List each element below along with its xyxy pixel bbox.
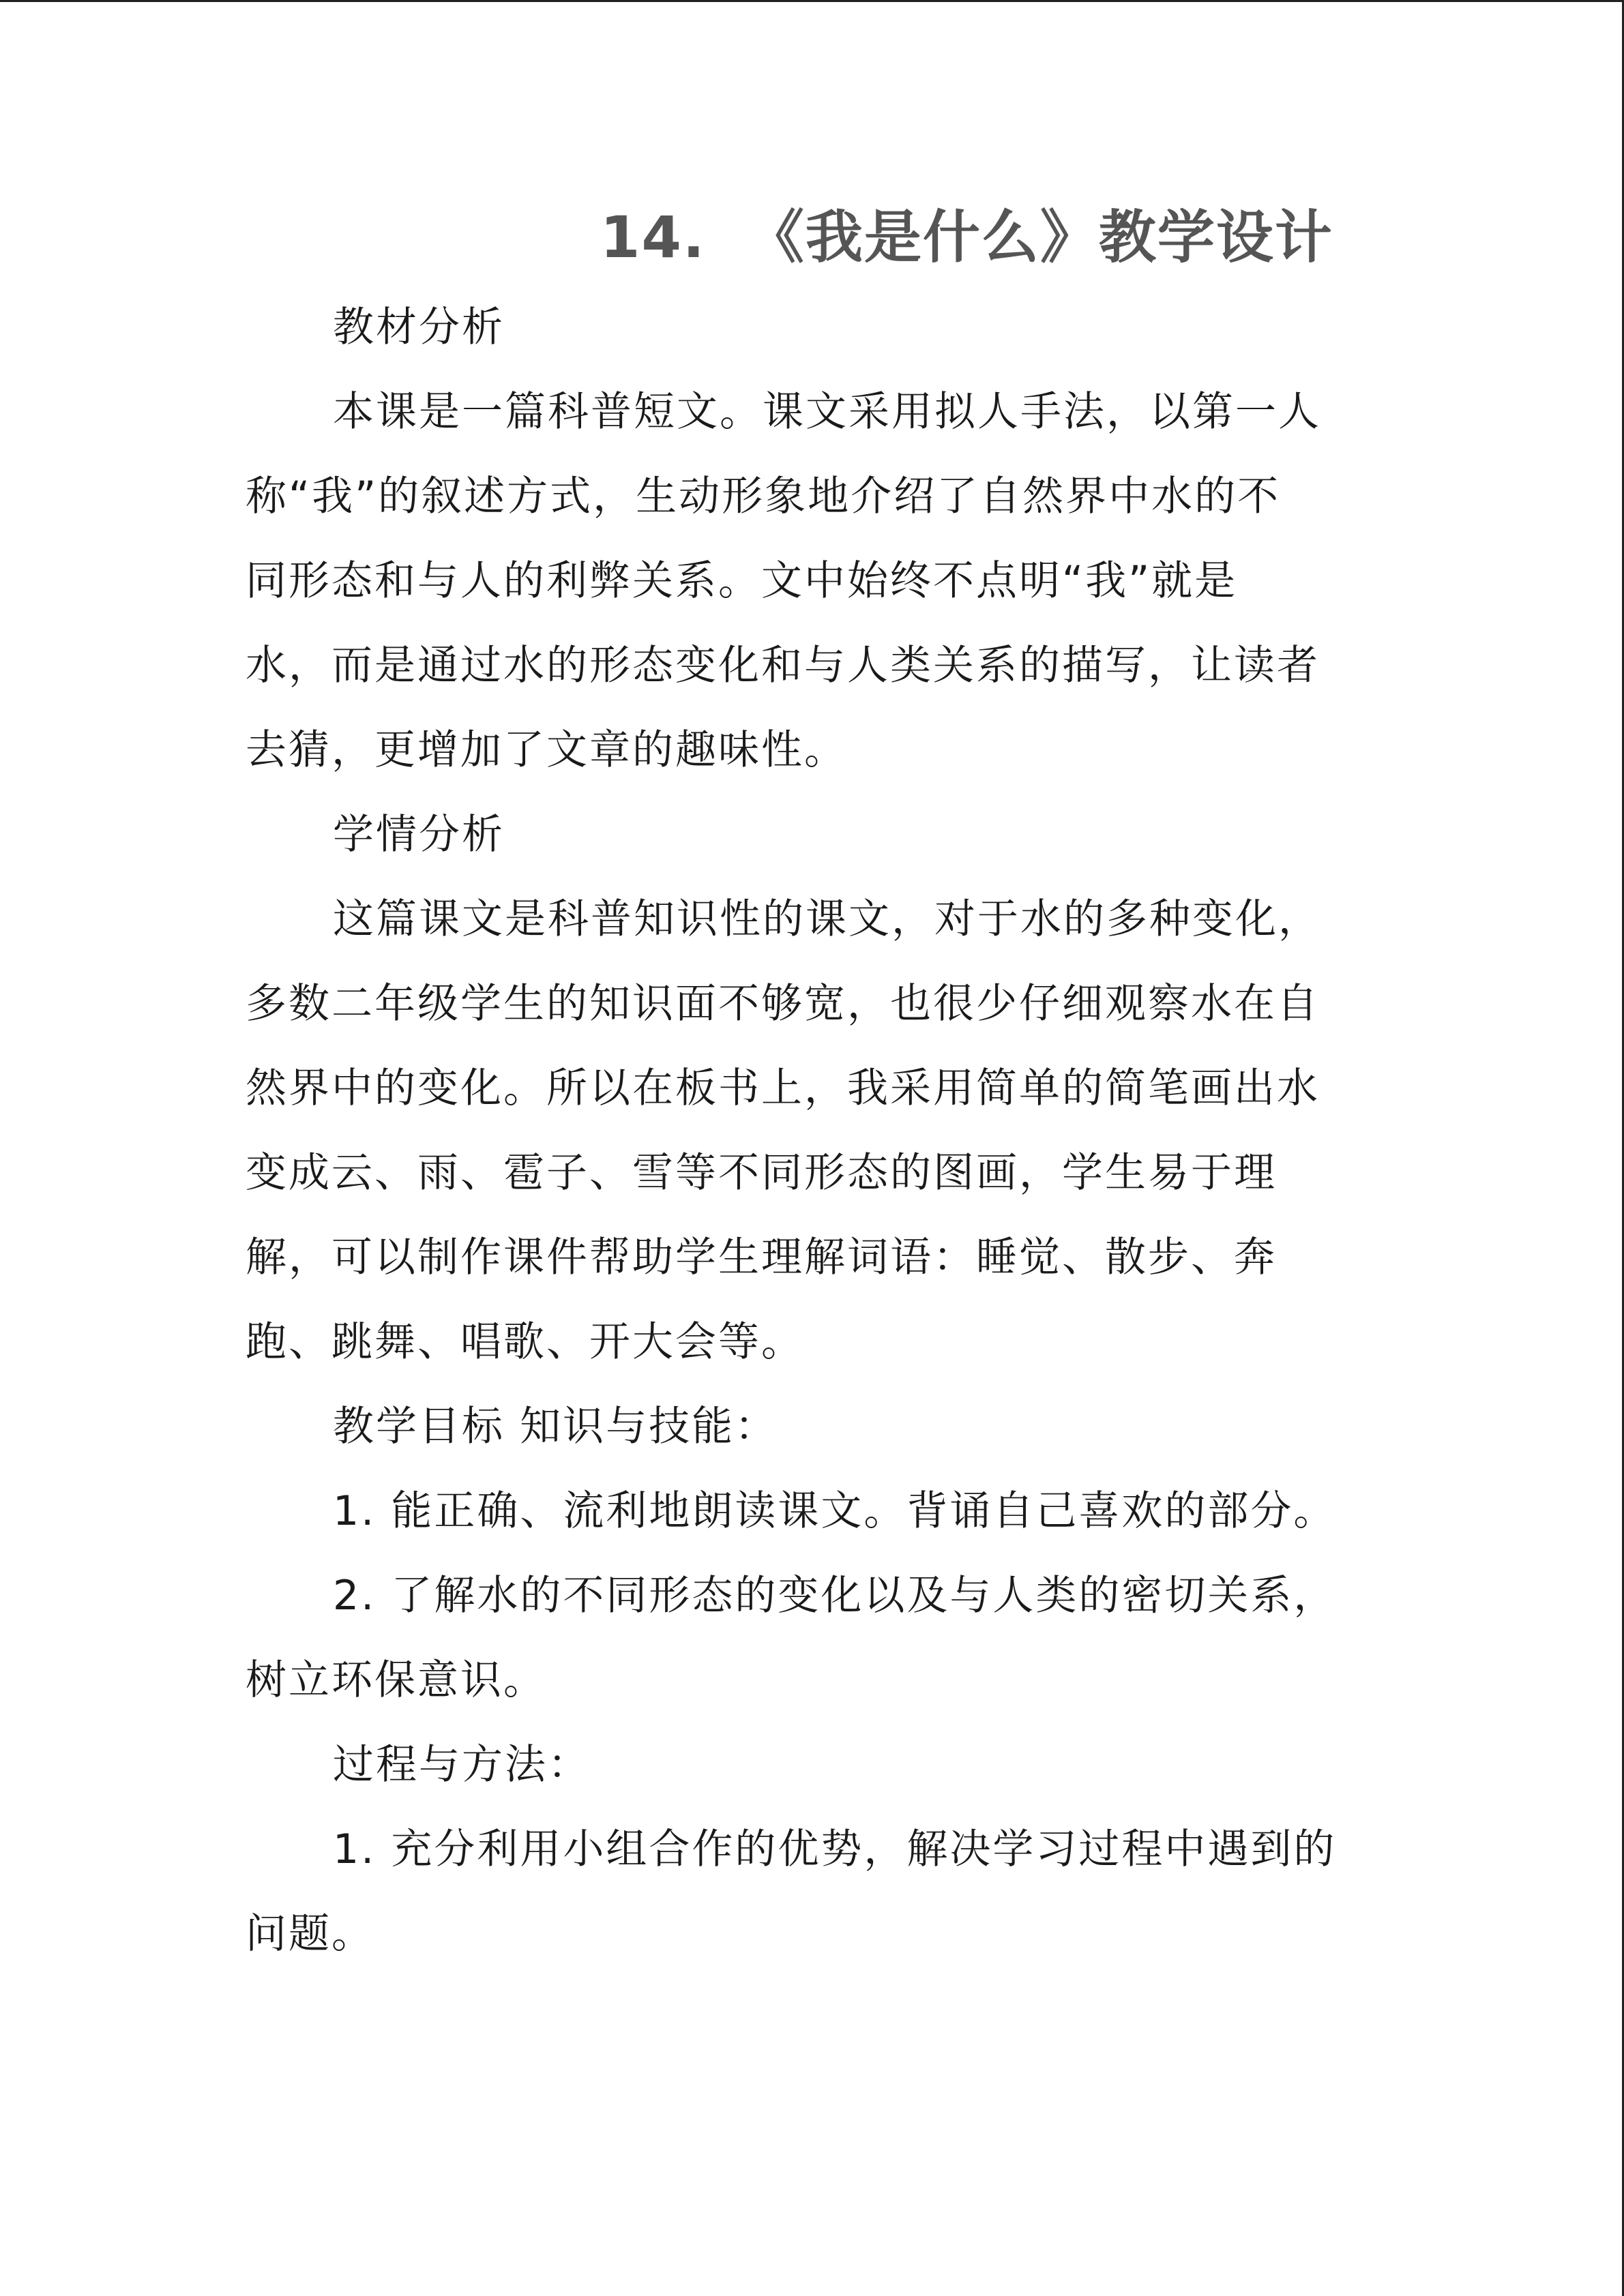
paragraph-line: 解，可以制作课件帮助学生理解词语：睡觉、散步、奔 (246, 1234, 1277, 1281)
heading-teaching-goals: 教学目标 知识与技能： (333, 1403, 778, 1450)
heading-student-analysis: 学情分析 (333, 811, 505, 859)
heading-textbook-analysis: 教材分析 (333, 303, 505, 351)
paragraph-line: 同形态和与人的利弊关系。文中始终不点明“我”就是 (246, 557, 1238, 605)
list-item-continuation: 问题。 (246, 1910, 374, 1958)
title-text: 《我是什么》教学设计 (746, 204, 1333, 271)
document-body (246, 285, 1337, 1976)
list-item: 1. 能正确、流利地朗读课文。背诵自己喜欢的部分。 (333, 1487, 1337, 1535)
paragraph-line: 本课是一篇科普短文。课文采用拟人手法，以第一人 (333, 388, 1321, 436)
paragraph-line: 跑、跳舞、唱歌、开大会等。 (246, 1318, 804, 1366)
document-title (600, 200, 1333, 275)
paragraph-line: 这篇课文是科普知识性的课文，对于水的多种变化， (333, 895, 1321, 943)
paragraph-line: 然界中的变化。所以在板书上，我采用简单的简笔画出水 (246, 1064, 1320, 1112)
list-item-continuation: 树立环保意识。 (246, 1656, 546, 1704)
title-number: 14. (600, 204, 706, 271)
paragraph-line: 称“我”的叙述方式，生动形象地介绍了自然界中水的不 (246, 473, 1281, 520)
paragraph-line: 变成云、雨、雹子、雪等不同形态的图画，学生易于理 (246, 1149, 1277, 1197)
paragraph-line: 多数二年级学生的知识面不够宽，也很少仔细观察水在自 (246, 980, 1320, 1028)
paragraph-line: 水，而是通过水的形态变化和与人类关系的描写，让读者 (246, 642, 1320, 689)
list-item: 2. 了解水的不同形态的变化以及与人类的密切关系， (333, 1572, 1337, 1620)
heading-process-methods: 过程与方法： (333, 1741, 591, 1789)
paragraph-line: 去猜，更增加了文章的趣味性。 (246, 726, 847, 774)
list-item: 1. 充分利用小组合作的优势，解决学习过程中遇到的 (333, 1825, 1337, 1873)
